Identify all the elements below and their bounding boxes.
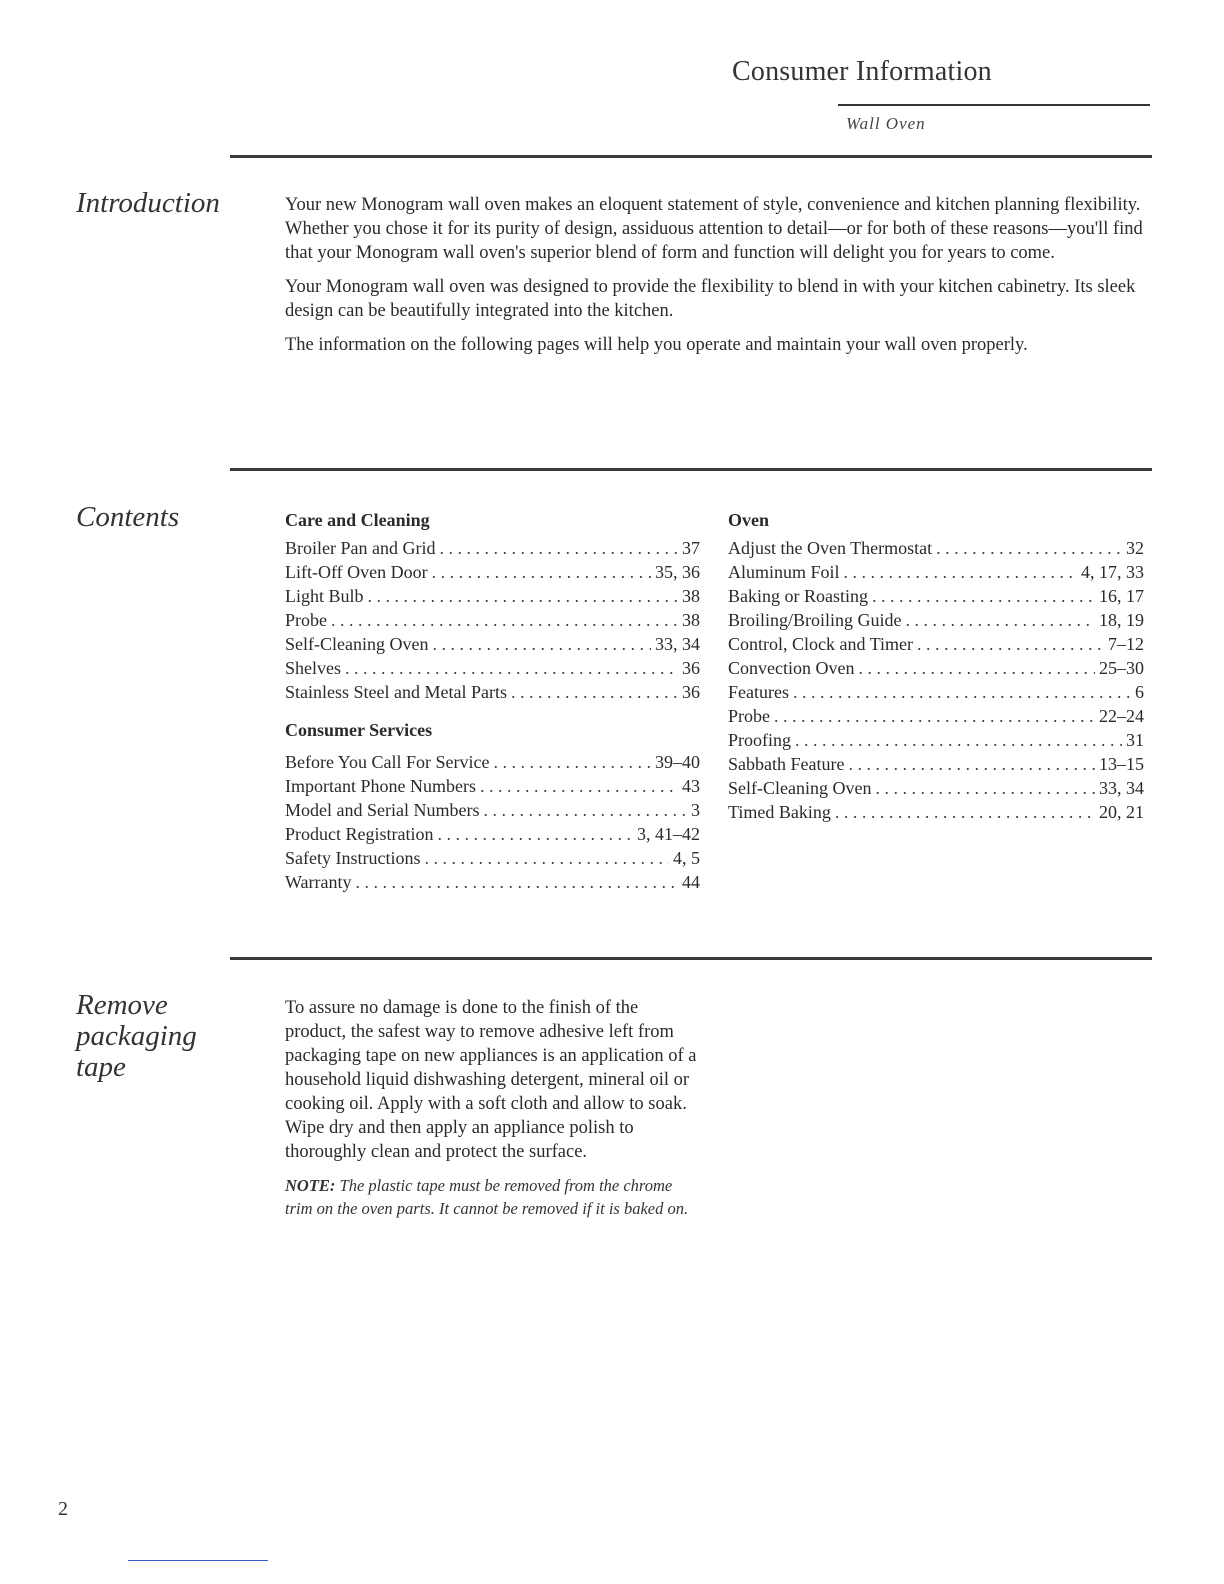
toc-entry-page: 38: [682, 586, 700, 606]
toc-entry-label: Timed Baking: [728, 802, 831, 822]
toc-entry-page: 36: [682, 682, 700, 702]
toc-entry-page: 22–24: [1099, 706, 1144, 726]
toc-entry: [285, 680, 700, 704]
toc-entry-label: Sabbath Feature: [728, 754, 845, 774]
toc-entry: [728, 608, 1144, 632]
toc-leader-dots: [936, 536, 1122, 560]
toc-entry: [285, 774, 700, 798]
toc-leader-dots: [331, 608, 678, 632]
toc-leader-dots: [345, 656, 678, 680]
toc-entry-label: Features: [728, 682, 789, 702]
toc-entry: [728, 800, 1144, 824]
packaging-body: [285, 996, 700, 1230]
toc-entry-page: 20, 21: [1099, 802, 1144, 822]
toc-leader-dots: [439, 536, 678, 560]
toc-entry-label: Proofing: [728, 730, 791, 750]
toc-leader-dots: [356, 870, 678, 894]
toc-entry-label: Stainless Steel and Metal Parts: [285, 682, 507, 702]
toc-entry-label: Model and Serial Numbers: [285, 800, 480, 820]
toc-leader-dots: [795, 728, 1122, 752]
toc-leader-dots: [480, 774, 678, 798]
packaging-heading-line: Remove: [76, 989, 168, 1021]
introduction-paragraph: The information on the following pages will help you operate and maintain your wall oven properly.: [285, 335, 1028, 355]
toc-leader-dots: [437, 822, 633, 846]
toc-entry-page: 33, 34: [1099, 778, 1144, 798]
packaging-note: [285, 1174, 700, 1220]
toc-leader-dots: [848, 752, 1095, 776]
packaging-paragraph: To assure no damage is done to the finish of the product, the safest way to remove adhesive left from packaging tape on new appliances is an application of a household liquid dishwashing detergent, mineral oil or cooking oil. Apply with a soft cloth and allow to soak. Wipe dry and then apply an appliance polish to thoroughly clean and protect the surface.: [285, 998, 697, 1162]
toc-entry-label: Baking or Roasting: [728, 586, 868, 606]
toc-entry: [728, 560, 1144, 584]
toc-leader-dots: [493, 750, 651, 774]
page-title: Consumer Information: [732, 56, 992, 87]
toc-leader-dots: [835, 800, 1095, 824]
section-divider-packaging: [230, 957, 1152, 960]
toc-entry-label: Product Registration: [285, 824, 434, 844]
toc-entry-page: 18, 19: [1099, 610, 1144, 630]
toc-entry: [285, 536, 700, 560]
toc-entry-label: Broiling/Broiling Guide: [728, 610, 902, 630]
toc-entry-page: 43: [682, 776, 700, 796]
contents-right-column: [728, 508, 1144, 824]
toc-entry-label: Light Bulb: [285, 586, 364, 606]
toc-leader-dots: [368, 584, 678, 608]
toc-entry: [285, 632, 700, 656]
toc-leader-dots: [906, 608, 1096, 632]
toc-entry-label: Safety Instructions: [285, 848, 421, 868]
toc-entry-page: 38: [682, 610, 700, 630]
toc-leader-dots: [917, 632, 1104, 656]
toc-entry-label: Important Phone Numbers: [285, 776, 476, 796]
toc-entry: [285, 822, 700, 846]
introduction-body: [285, 193, 1145, 367]
toc-entry-label: Control, Clock and Timer: [728, 634, 914, 654]
toc-heading-care-cleaning: Care and Cleaning: [285, 510, 430, 530]
toc-entry-label: Self-Cleaning Oven: [285, 634, 429, 654]
toc-heading-consumer-services: Consumer Services: [285, 720, 433, 740]
toc-entry-page: 7–12: [1108, 634, 1144, 654]
toc-entry-page: 35, 36: [655, 562, 700, 582]
toc-entry-label: Before You Call For Service: [285, 752, 490, 772]
toc-entry: [285, 560, 700, 584]
note-label: NOTE:: [285, 1176, 336, 1195]
toc-leader-dots: [424, 846, 669, 870]
contents-left-column: [285, 508, 700, 894]
toc-entry-label: Adjust the Oven Thermostat: [728, 538, 933, 558]
section-divider-contents: [230, 468, 1152, 471]
toc-entry-label: Broiler Pan and Grid: [285, 538, 436, 558]
toc-entry: [285, 750, 700, 774]
toc-entry: [728, 752, 1144, 776]
toc-entry: [728, 728, 1144, 752]
contents-heading: Contents: [76, 501, 180, 533]
toc-entry-page: 25–30: [1099, 658, 1144, 678]
toc-leader-dots: [844, 560, 1077, 584]
page-number: 2: [58, 1498, 68, 1520]
toc-entry: [728, 632, 1144, 656]
toc-entry: [285, 846, 700, 870]
toc-entry-page: 3: [691, 800, 700, 820]
toc-leader-dots: [858, 656, 1095, 680]
toc-entry-label: Convection Oven: [728, 658, 855, 678]
toc-entry-label: Self-Cleaning Oven: [728, 778, 872, 798]
toc-entry: [728, 776, 1144, 800]
toc-entry-page: 39–40: [655, 752, 700, 772]
toc-entry-page: 6: [1135, 682, 1144, 702]
footer-divider: [128, 1560, 268, 1561]
toc-entry-page: 31: [1126, 730, 1144, 750]
toc-leader-dots: [774, 704, 1095, 728]
toc-entry-page: 4, 5: [673, 848, 700, 868]
introduction-paragraph: Your new Monogram wall oven makes an eloquent statement of style, convenience and kitchen planning flexibility. Whether you chose it for its purity of design, assiduous attention to detail—or for both of these reasons—you'll find that your Monogram wall oven's superior blend of form and function will delight you for years to come.: [285, 195, 1143, 263]
toc-entry-page: 33, 34: [655, 634, 700, 654]
toc-entry-label: Aluminum Foil: [728, 562, 840, 582]
toc-entry-label: Probe: [285, 610, 327, 630]
introduction-paragraph: Your Monogram wall oven was designed to provide the flexibility to blend in with your kitchen cabinetry. Its sleek design can be beautifully integrated into the kitchen.: [285, 277, 1136, 321]
toc-entry-page: 4, 17, 33: [1081, 562, 1144, 582]
toc-entry: [728, 584, 1144, 608]
page-subtitle: Wall Oven: [846, 114, 926, 133]
toc-entry: [728, 656, 1144, 680]
toc-entry-page: 36: [682, 658, 700, 678]
toc-entry-page: 16, 17: [1099, 586, 1144, 606]
toc-entry: [285, 798, 700, 822]
toc-leader-dots: [793, 680, 1131, 704]
packaging-heading-line: tape: [76, 1051, 126, 1083]
note-text: The plastic tape must be removed from the chrome trim on the oven parts. It cannot be removed if it is baked on.: [285, 1176, 689, 1218]
toc-entry: [285, 584, 700, 608]
toc-heading-oven: Oven: [728, 510, 770, 530]
toc-entry: [728, 680, 1144, 704]
toc-entry-page: 3, 41–42: [637, 824, 700, 844]
toc-entry-label: Probe: [728, 706, 770, 726]
toc-leader-dots: [483, 798, 687, 822]
section-divider-introduction: [230, 155, 1152, 158]
toc-list-oven: [728, 536, 1144, 824]
toc-entry: [728, 536, 1144, 560]
toc-entry: [285, 870, 700, 894]
toc-leader-dots: [875, 776, 1095, 800]
toc-leader-dots: [511, 680, 678, 704]
packaging-heading-line: packaging: [76, 1020, 197, 1052]
toc-entry-label: Lift-Off Oven Door: [285, 562, 428, 582]
toc-entry: [728, 704, 1144, 728]
toc-entry-page: 44: [682, 872, 700, 892]
packaging-heading: [76, 990, 197, 1083]
toc-entry: [285, 608, 700, 632]
toc-entry: [285, 656, 700, 680]
header-divider: [838, 104, 1150, 106]
toc-entry-page: 13–15: [1099, 754, 1144, 774]
toc-entry-page: 37: [682, 538, 700, 558]
toc-leader-dots: [432, 560, 651, 584]
toc-entry-page: 32: [1126, 538, 1144, 558]
toc-entry-label: Shelves: [285, 658, 341, 678]
toc-list-consumer-services: [285, 750, 700, 894]
toc-list-care-cleaning: [285, 536, 700, 704]
toc-leader-dots: [872, 584, 1095, 608]
toc-entry-label: Warranty: [285, 872, 352, 892]
toc-leader-dots: [432, 632, 651, 656]
introduction-heading: Introduction: [76, 187, 220, 219]
